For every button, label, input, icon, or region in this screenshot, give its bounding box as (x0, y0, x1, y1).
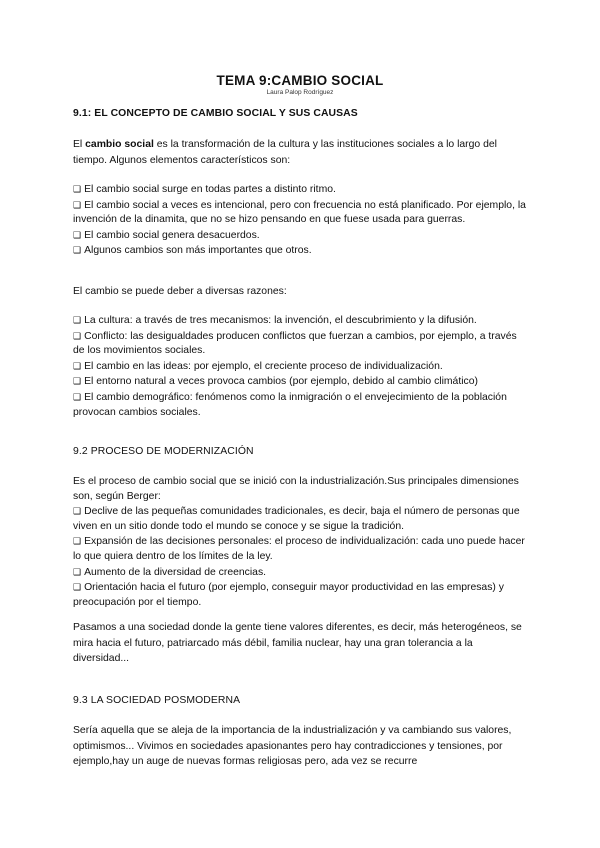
checkbox-bullet-icon: ❑ (73, 566, 82, 577)
checkbox-bullet-icon: ❑ (73, 376, 82, 387)
checkbox-bullet-icon: ❑ (73, 199, 82, 210)
section-heading-9-2: 9.2 PROCESO DE MODERNIZACIÓN (73, 446, 254, 457)
section-9-2-intro: Es el proceso de cambio social que se inició con la industrialización.Sus principales dimensiones son, según Berger: (73, 476, 519, 502)
list-item: ❑ El cambio social a veces es intencional, pero con frecuencia no está planificado. Por ejemplo, la invención de la dinamita, que no se hizo pensando en que fuese usada para guerras. (73, 199, 526, 226)
section-9-3-text: Sería aquella que se aleja de la importancia de la industrialización y va cambiando sus valores, optimismos... Vivimos en sociedades apasionantes pero hay contradicciones y tensiones, por ejemplo,hay un auge de nuevas formas religiosas pero, ada vez se recurre (73, 725, 512, 767)
causes-list (73, 313, 528, 420)
list-item: ❑ El cambio en las ideas: por ejemplo, el creciente proceso de individualización. (73, 360, 443, 372)
checkbox-bullet-icon: ❑ (73, 536, 82, 547)
intro-term: cambio social (85, 139, 154, 150)
checkbox-bullet-icon: ❑ (73, 360, 82, 371)
list-item: ❑ La cultura: a través de tres mecanismos: la invención, el descubrimiento y la difusión. (73, 315, 477, 326)
checkbox-bullet-icon: ❑ (73, 229, 82, 240)
list-item: ❑ Declive de las pequeñas comunidades tradicionales, es decir, baja el número de personas que viven en un sitio donde todo el mundo se conoce y se sigue la tradición. (73, 506, 520, 532)
list-item: ❑ Orientación hacia el futuro (por ejemplo, conseguir mayor productividad en las empresas) y preocupación por el tiempo. (73, 582, 504, 608)
checkbox-bullet-icon: ❑ (73, 184, 82, 194)
document-title: TEMA 9:CAMBIO SOCIAL (216, 73, 384, 88)
section-9-2-body (73, 475, 528, 610)
traits-list (73, 182, 528, 259)
list-item: ❑ El entorno natural a veces provoca cambios (por ejemplo, debido al cambio climático) (73, 376, 478, 388)
list-item: ❑ Conflicto: las desigualdades producen conflictos que fuerzan a cambios, por ejemplo, a través de los movimientos sociales. (73, 330, 517, 357)
checkbox-bullet-icon: ❑ (73, 330, 82, 341)
section-heading-9-1: 9.1: EL CONCEPTO DE CAMBIO SOCIAL Y SUS CAUSAS (73, 108, 358, 119)
list-item: ❑ Algunos cambios son más importantes que otros. (73, 245, 312, 257)
document-author: Laura Palop Rodríguez (266, 89, 334, 96)
list-item: ❑ El cambio social surge en todas partes a distinto ritmo. (73, 184, 336, 195)
list-item: ❑ El cambio demográfico: fenómenos como la inmigración o el envejecimiento de la población provocan cambios sociales. (73, 391, 507, 418)
section-9-2-closing: Pasamos a una sociedad donde la gente tiene valores diferentes, es decir, más heterogéneos, se mira hacia el futuro, patriarcado más débil, familia nuclear, hay una gran tolerancia a la diversidad... (73, 622, 522, 664)
intro-prefix: El (73, 139, 86, 150)
checkbox-bullet-icon: ❑ (73, 506, 82, 517)
list-item: ❑ Expansión de las decisiones personales: el proceso de individualización: cada uno puede hacer lo que quiera dentro de los límites de la ley. (73, 536, 525, 562)
list-item: ❑ Aumento de la diversidad de creencias. (73, 566, 267, 578)
checkbox-bullet-icon: ❑ (73, 315, 82, 325)
causes-intro: El cambio se puede deber a diversas razones: (73, 286, 287, 297)
list-item: ❑ El cambio social genera desacuerdos. (73, 229, 260, 241)
checkbox-bullet-icon: ❑ (73, 582, 82, 593)
section-9-1-intro (73, 137, 528, 168)
checkbox-bullet-icon: ❑ (73, 391, 82, 402)
section-heading-9-3: 9.3 LA SOCIEDAD POSMODERNA (73, 695, 241, 706)
intro-suffix: es la transformación de la cultura y las instituciones sociales a lo largo del tiempo. Algunos elementos característicos son: (73, 139, 497, 166)
checkbox-bullet-icon: ❑ (73, 245, 82, 256)
